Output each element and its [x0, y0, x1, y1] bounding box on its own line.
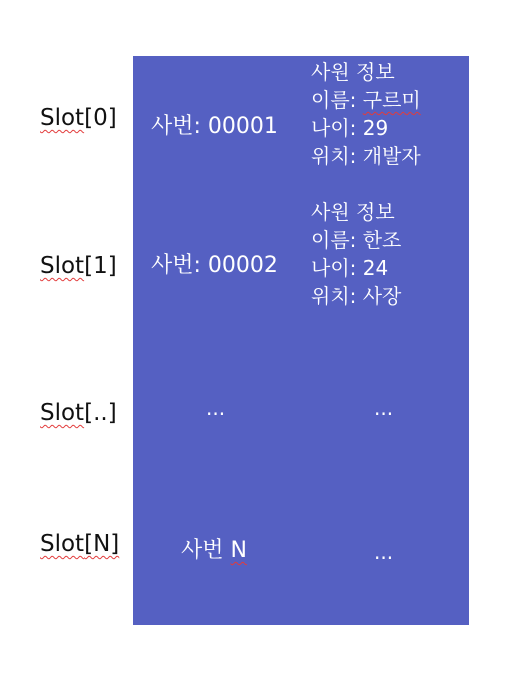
- slot-index: [N]: [84, 531, 120, 557]
- employee-position: 위치: 개발자: [311, 144, 421, 168]
- employee-age: 나이: 24: [311, 256, 389, 280]
- key-prefix: 사번: [181, 538, 231, 563]
- employee-info-title: 사원 정보: [311, 60, 395, 84]
- employee-info-title: 사원 정보: [311, 200, 395, 224]
- slot-word: Slot: [40, 105, 85, 131]
- name-value: 구르미: [362, 88, 421, 112]
- slot-word: Slot: [40, 400, 85, 426]
- slot-label-0: [40, 104, 117, 132]
- employee-name: 이름: 한조: [311, 228, 402, 252]
- slot-index: [0]: [84, 105, 117, 131]
- slot-label-1: [40, 252, 117, 280]
- row-1-employee-info: [311, 198, 401, 310]
- slot-word: Slot: [40, 253, 85, 279]
- row-n-value: ...: [374, 540, 394, 564]
- employee-name: [311, 86, 421, 114]
- name-label: 이름:: [311, 88, 363, 112]
- ellipsis-value: ...: [374, 396, 394, 420]
- slot-label-n: [40, 530, 119, 558]
- slot-word: Slot: [40, 531, 85, 557]
- slot-label-etc: [40, 399, 117, 427]
- row-n-key: [181, 537, 247, 565]
- key-variable: N: [230, 538, 247, 563]
- ellipsis-key: ...: [206, 396, 226, 420]
- hash-table: [133, 56, 469, 625]
- slot-index: [..]: [84, 400, 117, 426]
- employee-age: 나이: 29: [311, 116, 389, 140]
- slot-index: [1]: [84, 253, 117, 279]
- employee-position: 위치: 사장: [311, 284, 402, 308]
- row-0-employee-info: [311, 58, 421, 170]
- row-0-key: 사번: 00001: [151, 114, 278, 139]
- row-1-key: 사번: 00002: [151, 253, 278, 278]
